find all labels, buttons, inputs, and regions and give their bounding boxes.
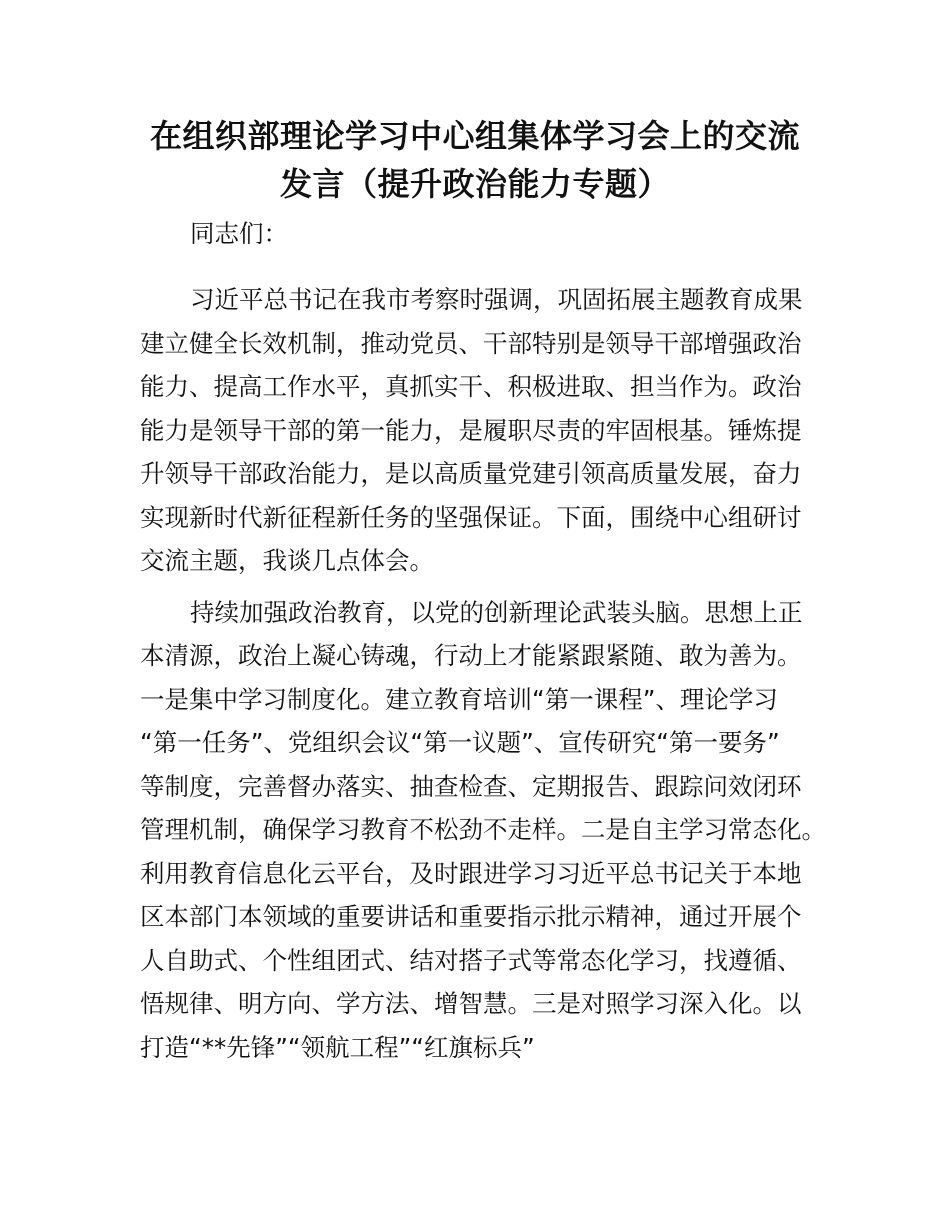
paragraph-line: 升领导干部政治能力，是以高质量党建引领高质量发展，奋力: [140, 459, 802, 488]
paragraph-line: 持续加强政治教育，以党的创新理论武装头脑。思想上正: [190, 597, 803, 627]
document-title: [110, 112, 840, 208]
paragraph-line: 建立健全长效机制，推动党员、干部特别是领导干部增强政治: [140, 328, 802, 358]
paragraph-line: 管理机制，确保学习教育不松劲不走样。二是自主学习常态化。: [140, 815, 826, 844]
paragraph-line: 能力、提高工作水平，真抓实干、积极进取、担当作为。政治: [140, 372, 802, 401]
paragraph-2: [140, 591, 830, 1070]
paragraph-line: 习近平总书记在我市考察时强调，巩固拓展主题教育成果: [190, 285, 803, 314]
title-line-2: 发言（提升政治能力专题）: [279, 165, 670, 203]
paragraph-line: 本清源，政治上凝心铸魂，行动上才能紧跟紧随、敢为善为。: [140, 641, 802, 670]
title-line-1: 在组织部理论学习中心组集体学习会上的交流: [149, 117, 800, 155]
paragraph-line: “第一任务”、党组织会议“第一议题”、宣传研究“第一要务”: [140, 728, 780, 757]
paragraph-line: 实现新时代新征程新任务的坚强保证。下面，围绕中心组研讨: [140, 502, 802, 532]
paragraph-line: 人自助式、个性组团式、结对搭子式等常态化学习，找遵循、: [140, 945, 802, 975]
paragraph-line: 等制度，完善督办落实、抽查检查、定期报告、跟踪问效闭环: [140, 771, 802, 801]
paragraph-line: 交流主题，我谈几点体会。: [140, 546, 434, 575]
paragraph-line: 打造“**先锋”“领航工程”“红旗标兵”: [140, 1032, 535, 1062]
paragraph-line: 悟规律、明方向、学方法、增智慧。三是对照学习深入化。以: [140, 989, 802, 1018]
paragraph-line: 一是集中学习制度化。建立教育培训“第一课程”、理论学习: [140, 684, 778, 714]
paragraph-line: 利用教育信息化云平台，及时跟进学习习近平总书记关于本地: [140, 858, 802, 888]
paragraph-1: [140, 278, 830, 583]
document-body: [140, 212, 830, 1069]
paragraph-line: 区本部门本领域的重要讲话和重要指示批示精神，通过开展个: [140, 902, 802, 931]
salutation: 同志们：: [190, 219, 288, 248]
paragraph-line: 能力是领导干部的第一能力，是履职尽责的牢固根基。锤炼提: [140, 415, 802, 445]
